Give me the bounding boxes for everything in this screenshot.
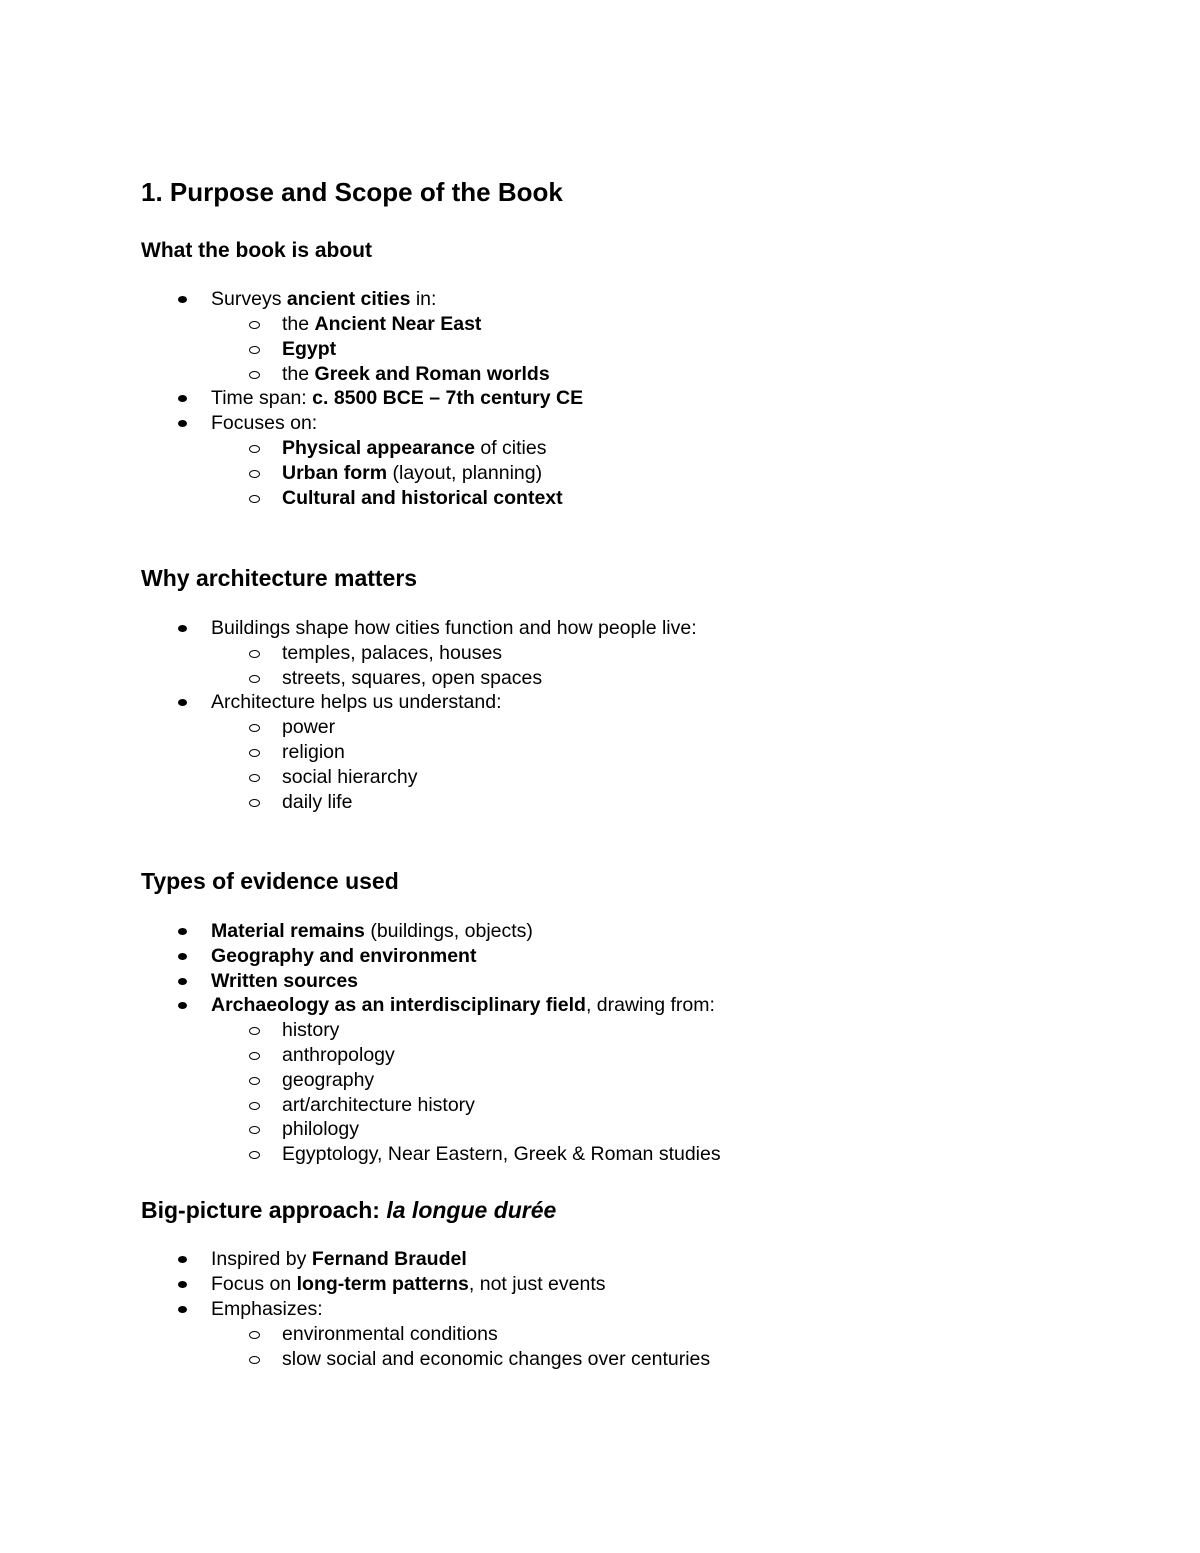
circle-bullet-icon <box>249 650 260 658</box>
list-item: temples, palaces, houses <box>282 642 503 664</box>
section-heading-evidence: Types of evidence used <box>141 868 399 894</box>
circle-bullet-icon <box>249 1052 260 1060</box>
list-item: slow social and economic changes over centuries <box>282 1348 711 1370</box>
bullet-icon <box>178 1306 187 1313</box>
list-item: Surveys ancient cities in: <box>211 288 437 310</box>
list-item: Buildings shape how cities function and how people live: <box>211 617 697 639</box>
bullet-icon <box>178 395 187 402</box>
section-heading-bigpicture: Big-picture approach: la longue durée <box>141 1197 557 1223</box>
circle-bullet-icon <box>249 749 260 757</box>
bullet-icon <box>178 1256 187 1263</box>
circle-bullet-icon <box>249 445 260 453</box>
circle-bullet-icon <box>249 774 260 782</box>
circle-bullet-icon <box>249 1151 260 1159</box>
list-item: Physical appearance of cities <box>282 437 547 459</box>
list-item: Archaeology as an interdisciplinary field, drawing from: <box>211 994 715 1016</box>
list-item: anthropology <box>282 1044 395 1066</box>
list-item: the Ancient Near East <box>282 313 482 335</box>
circle-bullet-icon <box>249 346 260 354</box>
list-item: Egypt <box>282 338 337 360</box>
bullet-icon <box>178 699 187 706</box>
list-item: Urban form (layout, planning) <box>282 462 543 484</box>
section-heading-about: What the book is about <box>141 239 372 262</box>
circle-bullet-icon <box>249 321 260 329</box>
bullet-icon <box>178 1002 187 1009</box>
list-item: Written sources <box>211 970 359 992</box>
list-item: Architecture helps us understand: <box>211 691 502 713</box>
list-item: Geography and environment <box>211 945 477 967</box>
section-heading-why: Why architecture matters <box>141 565 418 591</box>
list-item: Cultural and historical context <box>282 487 563 509</box>
list-item: power <box>282 716 336 738</box>
list-item: the Greek and Roman worlds <box>282 363 550 385</box>
circle-bullet-icon <box>249 1331 260 1339</box>
bullet-icon <box>178 420 187 427</box>
list-item: history <box>282 1019 340 1041</box>
list-item: Material remains (buildings, objects) <box>211 920 533 942</box>
circle-bullet-icon <box>249 675 260 683</box>
list-item: Time span: c. 8500 BCE – 7th century CE <box>211 387 584 409</box>
list-item: geography <box>282 1069 375 1091</box>
page-title: 1. Purpose and Scope of the Book <box>141 177 563 207</box>
circle-bullet-icon <box>249 1077 260 1085</box>
list-item: philology <box>282 1118 359 1140</box>
circle-bullet-icon <box>249 1102 260 1110</box>
bullet-icon <box>178 978 187 985</box>
list-item: social hierarchy <box>282 766 418 788</box>
list-item: Inspired by Fernand Braudel <box>211 1248 467 1270</box>
circle-bullet-icon <box>249 1027 260 1035</box>
list-item: environmental conditions <box>282 1323 498 1345</box>
bullet-icon <box>178 296 187 303</box>
circle-bullet-icon <box>249 724 260 732</box>
circle-bullet-icon <box>249 371 260 379</box>
circle-bullet-icon <box>249 470 260 478</box>
bullet-icon <box>178 1281 187 1288</box>
list-item: Egyptology, Near Eastern, Greek & Roman studies <box>282 1143 721 1165</box>
list-item: Focus on long-term patterns, not just events <box>211 1273 606 1295</box>
circle-bullet-icon <box>249 1126 260 1134</box>
list-item: daily life <box>282 791 353 813</box>
list-item: religion <box>282 741 345 763</box>
bullet-icon <box>178 953 187 960</box>
list-item: art/architecture history <box>282 1094 475 1116</box>
circle-bullet-icon <box>249 799 260 807</box>
list-item: streets, squares, open spaces <box>282 667 543 689</box>
circle-bullet-icon <box>249 495 260 503</box>
list-item: Focuses on: <box>211 412 318 434</box>
bullet-icon <box>178 928 187 935</box>
circle-bullet-icon <box>249 1356 260 1364</box>
list-item: Emphasizes: <box>211 1298 323 1320</box>
bullet-icon <box>178 625 187 632</box>
